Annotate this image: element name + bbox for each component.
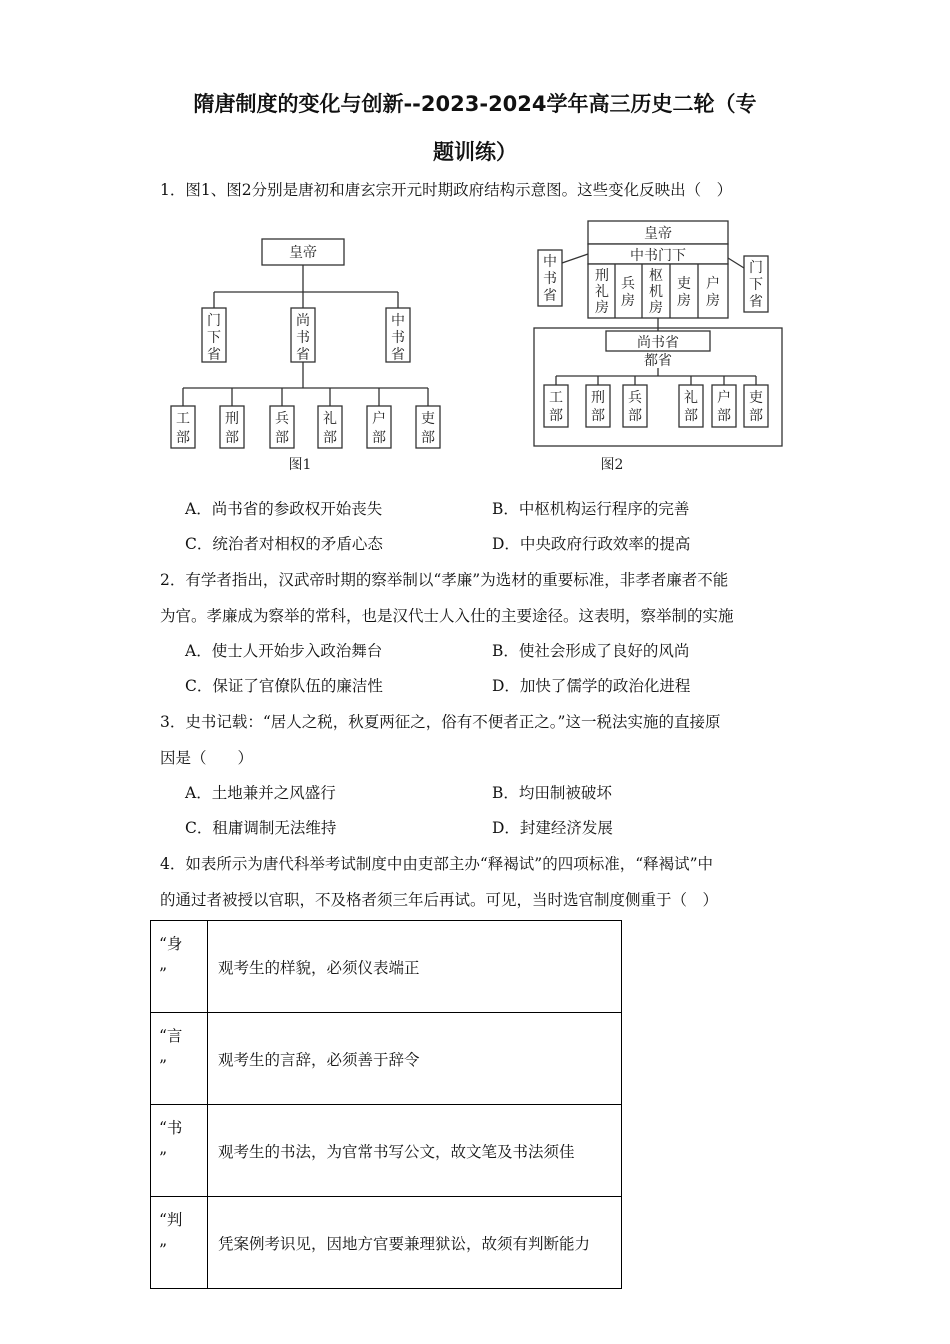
q1-stem: 1．图1、图2分别是唐初和唐玄宗开元时期政府结构示意图。这些变化反映出（ ） xyxy=(160,181,733,199)
svg-text:部: 部 xyxy=(749,408,763,424)
svg-text:部: 部 xyxy=(628,408,642,424)
svg-text:吏: 吏 xyxy=(421,411,435,427)
svg-text:省: 省 xyxy=(749,294,763,310)
table-row xyxy=(151,1105,622,1197)
svg-text:下: 下 xyxy=(207,330,221,346)
svg-text:部: 部 xyxy=(421,430,435,446)
svg-text:礼: 礼 xyxy=(595,284,609,300)
svg-text:尚: 尚 xyxy=(296,313,310,329)
fig2-emperor: 皇帝 xyxy=(644,226,672,242)
doc-title-line1: 隋唐制度的变化与创新--2023-2024学年高三历史二轮（专 xyxy=(193,92,757,116)
svg-text:吏: 吏 xyxy=(749,390,763,406)
table-value-cell: 观考生的样貌，必须仪表端正 xyxy=(208,921,622,1013)
figure-1 xyxy=(162,218,452,482)
svg-text:礼: 礼 xyxy=(684,390,698,406)
svg-text:刑: 刑 xyxy=(595,268,609,284)
table-key-cell: “判 ” xyxy=(151,1197,208,1289)
fig2-dusheng: 都省 xyxy=(644,353,672,369)
svg-text:兵: 兵 xyxy=(621,276,635,292)
svg-text:书: 书 xyxy=(296,330,310,346)
q2-option-d[interactable]: D．加快了儒学的政治化进程 xyxy=(492,677,691,695)
svg-text:吏: 吏 xyxy=(677,276,691,292)
table-key-cell: “身 ” xyxy=(151,921,208,1013)
svg-text:房: 房 xyxy=(649,300,663,316)
svg-text:兵: 兵 xyxy=(275,411,289,427)
q4-stem-line1: 4．如表所示为唐代科举考试制度中由吏部主办“释褐试”的四项标准，“释褐试”中 xyxy=(160,855,714,873)
fig2-shangshu: 尚书省 xyxy=(637,335,679,351)
svg-text:书: 书 xyxy=(543,271,557,287)
svg-text:工: 工 xyxy=(176,411,190,427)
svg-text:部: 部 xyxy=(717,408,731,424)
q4-stem-line2: 的通过者被授以官职，不及格者须三年后再试。可见，当时选官制度侧重于（ ） xyxy=(160,891,719,909)
svg-text:刑: 刑 xyxy=(591,390,605,406)
q1-option-d[interactable]: D．中央政府行政效率的提高 xyxy=(492,535,691,553)
svg-text:房: 房 xyxy=(595,300,609,316)
fig1-menxia xyxy=(207,313,221,363)
svg-text:省: 省 xyxy=(543,288,557,304)
doc-title-line2: 题训练） xyxy=(433,140,517,164)
svg-text:省: 省 xyxy=(207,347,221,363)
svg-text:部: 部 xyxy=(372,430,386,446)
table-key-cell: “言 ” xyxy=(151,1013,208,1105)
svg-text:中: 中 xyxy=(543,254,557,270)
q2-option-a[interactable]: A．使士人开始步入政治舞台 xyxy=(185,642,383,660)
q1-option-c[interactable]: C．统治者对相权的矛盾心态 xyxy=(185,535,383,553)
svg-text:户: 户 xyxy=(717,390,731,406)
fig2-zhongshu xyxy=(543,253,557,304)
svg-text:枢: 枢 xyxy=(649,268,663,284)
svg-text:兵: 兵 xyxy=(628,390,642,406)
q2-option-b[interactable]: B．使社会形成了良好的风尚 xyxy=(492,642,690,660)
svg-text:门: 门 xyxy=(749,260,763,276)
table-row xyxy=(151,921,622,1013)
svg-text:部: 部 xyxy=(684,408,698,424)
svg-text:省: 省 xyxy=(391,347,405,363)
q2-stem-line1: 2．有学者指出，汉武帝时期的察举制以“孝廉”为选材的重要标准，非孝者廉者不能 xyxy=(160,571,729,589)
table-row xyxy=(151,1197,622,1289)
fig2-zhongshumenxia: 中书门下 xyxy=(630,248,686,264)
fig2-caption: 图2 xyxy=(600,457,624,473)
q1-option-b[interactable]: B．中枢机构运行程序的完善 xyxy=(492,500,690,518)
fig1-ministries xyxy=(171,388,440,448)
svg-text:户: 户 xyxy=(706,276,720,292)
svg-text:房: 房 xyxy=(706,293,720,309)
q2-option-c[interactable]: C．保证了官僚队伍的廉洁性 xyxy=(185,677,383,695)
svg-text:省: 省 xyxy=(296,347,310,363)
svg-text:中: 中 xyxy=(391,313,405,329)
svg-text:刑: 刑 xyxy=(225,411,239,427)
fig1-caption: 图1 xyxy=(288,457,312,473)
fig1-emperor: 皇帝 xyxy=(289,245,317,261)
fig1-zhongshu xyxy=(391,312,405,363)
q3-option-b[interactable]: B．均田制被破坏 xyxy=(492,784,612,802)
q3-option-c[interactable]: C．租庸调制无法维持 xyxy=(185,819,337,837)
svg-text:部: 部 xyxy=(176,430,190,446)
svg-text:部: 部 xyxy=(323,430,337,446)
q3-stem-line1: 3．史书记载：“居人之税，秋夏两征之，俗有不便者正之。”这一税法实施的直接原 xyxy=(160,713,721,731)
svg-text:部: 部 xyxy=(275,430,289,446)
q3-option-d[interactable]: D．封建经济发展 xyxy=(492,819,613,837)
q3-option-a[interactable]: A．土地兼并之风盛行 xyxy=(185,784,336,802)
svg-text:部: 部 xyxy=(225,430,239,446)
svg-text:书: 书 xyxy=(391,330,405,346)
svg-text:房: 房 xyxy=(677,293,691,309)
table-key-cell: “书 ” xyxy=(151,1105,208,1197)
table-value-cell: 观考生的言辞，必须善于辞令 xyxy=(208,1013,622,1105)
svg-text:户: 户 xyxy=(372,411,386,427)
svg-text:礼: 礼 xyxy=(323,411,337,427)
svg-text:机: 机 xyxy=(649,284,663,300)
q1-option-a[interactable]: A．尚书省的参政权开始丧失 xyxy=(185,500,383,518)
fig1-shangshu xyxy=(296,312,310,363)
svg-text:门: 门 xyxy=(207,313,221,329)
svg-text:部: 部 xyxy=(549,408,563,424)
table-row xyxy=(151,1013,622,1105)
q3-stem-line2: 因是（ ） xyxy=(160,749,254,767)
q4-standards-table xyxy=(150,920,622,1289)
q2-stem-line2: 为官。孝廉成为察举的常科，也是汉代士人入仕的主要途径。这表明，察举制的实施 xyxy=(160,607,734,625)
table-value-cell: 观考生的书法，为官常书写公文，故文笔及书法须佳 xyxy=(208,1105,622,1197)
fig2-menxia xyxy=(749,260,763,310)
svg-text:工: 工 xyxy=(549,390,563,406)
table-value-cell: 凭案例考识见，因地方官要兼理狱讼，故须有判断能力 xyxy=(208,1197,622,1289)
svg-text:下: 下 xyxy=(749,277,763,293)
figure-2 xyxy=(530,218,790,482)
svg-text:部: 部 xyxy=(591,408,605,424)
svg-text:房: 房 xyxy=(621,293,635,309)
